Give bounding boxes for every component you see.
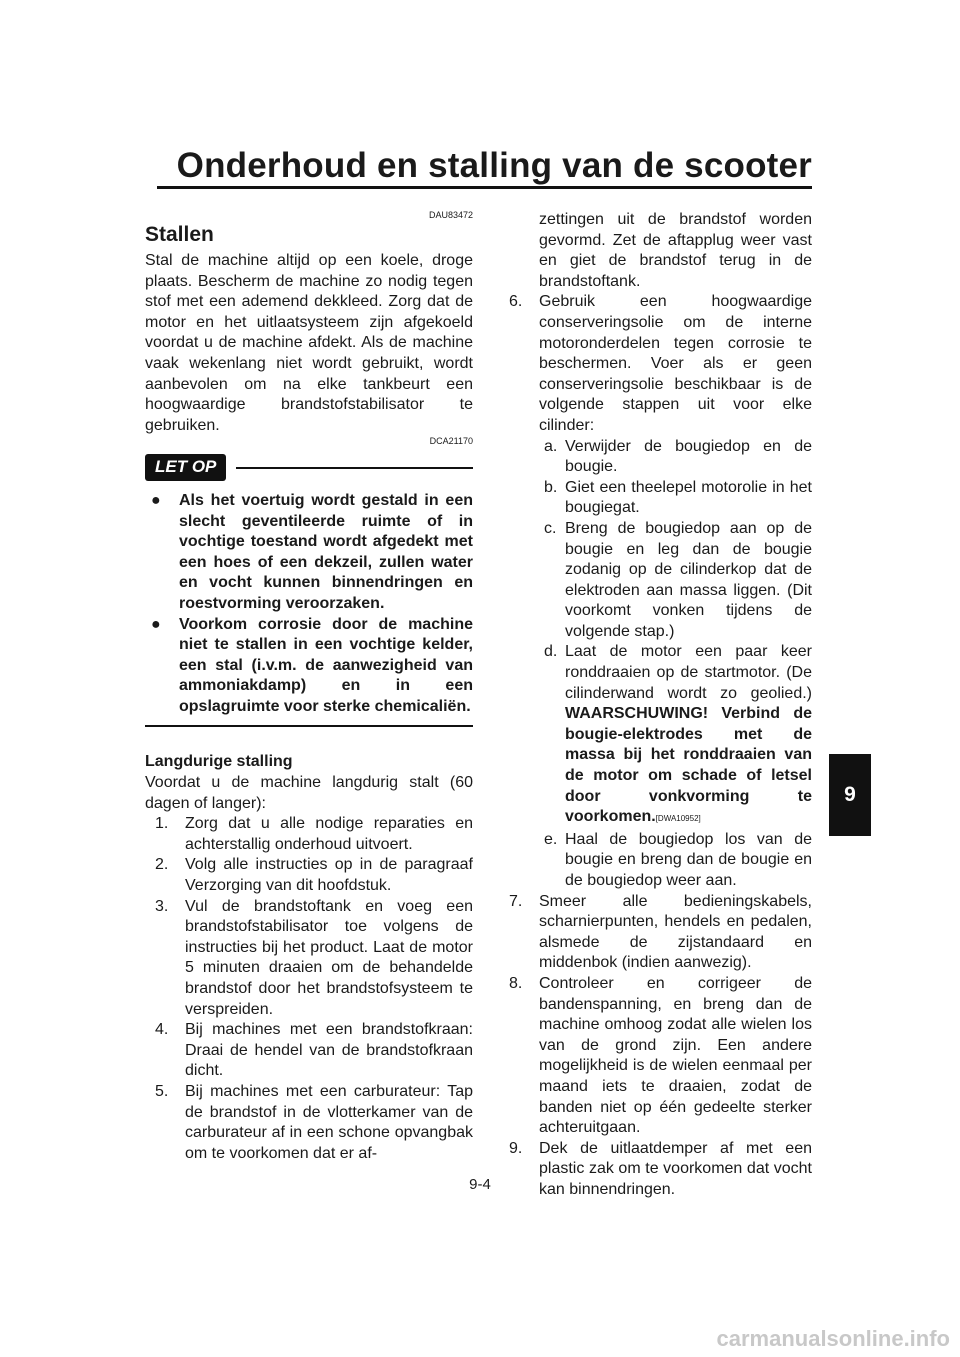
step-number: 7. bbox=[509, 892, 523, 910]
sub-letter: d. bbox=[544, 643, 558, 661]
sub-text: Breng de bougiedop aan op de bougie en leg dan de bougie zodanig op de cilinderkop dat de elektroden aan massa liggen. (Dit voorkomt vonken tijdens de volgende stap.) bbox=[565, 519, 812, 640]
section-title: Stallen bbox=[145, 223, 214, 246]
caution-code: DCA21170 bbox=[429, 436, 473, 447]
caution-rule bbox=[236, 467, 473, 469]
step-text: Bij machines met een carburateur: Tap de brandstof in de vlotterkamer van de carburateur af in een schone opvangbak om te voorkomen dat er af- bbox=[185, 1082, 473, 1162]
page-title: Onderhoud en stalling van de scooter bbox=[176, 146, 812, 185]
warning-text: WAARSCHUWING! Verbind de bougie-elektrodes met de massa bij het ronddraaien van de motor om schade of letsel door vonkvorming te voorkomen. bbox=[565, 705, 812, 826]
subheading-intro: Voordat u de machine langdurig stalt (60 dagen of langer): bbox=[145, 774, 473, 812]
caution-bullet bbox=[151, 615, 473, 718]
list-item bbox=[509, 292, 812, 891]
sub-letter: a. bbox=[544, 437, 558, 455]
step-text: Vul de brandstoftank en voeg een brandstofstabilisator toe volgens de instructies bij het product. Laat de motor 5 minuten draaien om de behandelde brandstof door het brandstofsysteem te verspreiden. bbox=[185, 897, 473, 1018]
caution-bullet bbox=[151, 491, 473, 615]
sub-item bbox=[544, 437, 812, 478]
caution-box bbox=[145, 491, 473, 728]
sub-item bbox=[544, 830, 812, 892]
step-number: 2. bbox=[155, 856, 169, 874]
bullet-text: Voorkom corrosie door de machine niet te stallen in een vochtige kelder, een stal (i.v.m. de aanwezigheid van ammoniakdamp) en in een opslagruimte voor sterke chemicaliën. bbox=[179, 615, 473, 715]
step-number: 4. bbox=[155, 1021, 169, 1039]
warning-code: [DWA10952] bbox=[655, 814, 701, 824]
list-item bbox=[509, 892, 812, 974]
list-item bbox=[509, 974, 812, 1139]
intro-paragraph: Stal de machine altijd op een koele, droge plaats. Bescherm de machine zo nodig tegen stof met een ademend dekkleed. Zorg dat de motor en het uitlaatsysteem zijn afgekoeld voordat u de machine afdekt. Als de machine vaak wekenlang niet wordt gebruikt, wordt aanbevolen om na elke tankbeurt een hoogwaardige brandstofstabilisator te gebruiken. bbox=[145, 252, 473, 434]
step-number: 3. bbox=[155, 897, 169, 915]
left-column bbox=[145, 210, 473, 1164]
sub-letter: b. bbox=[544, 478, 558, 496]
step-text: zettingen uit de brandstof worden gevormd. Zet de aftapplug weer vast en giet de brandstof terug in de brandstoftank. bbox=[539, 211, 812, 290]
sub-text: Laat de motor een paar keer ronddraaien op de startmotor. (De cilinderwand wordt zo geolied.) bbox=[565, 643, 812, 702]
list-item bbox=[155, 855, 473, 896]
steps-list bbox=[145, 814, 473, 1164]
step-text: Bij machines met een brandstofkraan: Draai de hendel van de brandstofkraan dicht. bbox=[185, 1021, 473, 1080]
sub-item bbox=[544, 642, 812, 829]
step-text: Volg alle instructies op in de paragraaf Verzorging van dit hoofdstuk. bbox=[185, 856, 473, 895]
step-number: 5. bbox=[155, 1082, 169, 1100]
right-column bbox=[509, 210, 812, 1201]
bullet-icon: ● bbox=[151, 615, 161, 633]
sub-letter: c. bbox=[544, 519, 557, 537]
bullet-icon: ● bbox=[151, 491, 161, 509]
step-number: 1. bbox=[155, 815, 169, 833]
reference-code: DAU83472 bbox=[428, 210, 473, 220]
sub-text: Haal de bougiedop los van de bougie en breng dan de bougie en de bougiedop weer aan. bbox=[565, 830, 812, 889]
list-item bbox=[155, 1082, 473, 1164]
sub-item bbox=[544, 519, 812, 643]
steps-list bbox=[509, 210, 812, 1201]
sub-text: Giet een theelepel motorolie in het bougiegat. bbox=[565, 478, 812, 517]
step-number: 6. bbox=[509, 293, 523, 311]
step-text: Dek de uitlaatdemper af met een plastic zak om te voorkomen dat vocht kan binnendringen. bbox=[539, 1139, 812, 1198]
step-text: Zorg dat u alle nodige reparaties en achterstallig onderhoud uitvoert. bbox=[185, 815, 473, 853]
list-item bbox=[155, 1020, 473, 1082]
header-rule bbox=[157, 186, 812, 189]
subheading: Langdurige stalling bbox=[145, 753, 293, 771]
step-number: 8. bbox=[509, 974, 523, 992]
list-item-continued bbox=[509, 210, 812, 292]
chapter-tab: 9 bbox=[829, 754, 871, 836]
step-text: Smeer alle bedieningskabels, scharnierpunten, hendels en pedalen, alsmede de zijstandaard en middenbok (indien aanwezig). bbox=[539, 892, 812, 972]
list-item bbox=[155, 814, 473, 855]
sub-item bbox=[544, 478, 812, 519]
step-text: Controleer en corrigeer de bandenspanning, en breng dan de machine omhoog zodat alle wielen los van de grond zijn. Een andere mogelijkheid is de wielen eenmaal per maand iets te draaien, zodat de banden niet op één gedeelte sterker achteruitgaan. bbox=[539, 974, 812, 1137]
watermark: carmanualsonline.info bbox=[716, 1326, 950, 1351]
list-item bbox=[155, 897, 473, 1021]
caution-label: LET OP bbox=[145, 454, 226, 481]
bullet-text: Als het voertuig wordt gestald in een slecht geventileerde ruimte of in vochtige toestand wordt afgedekt met een hoes of een dekzeil, zullen water en vocht kunnen binnendringen en roestvorming veroorzaken. bbox=[179, 491, 473, 612]
sub-text: Verwijder de bougiedop en de bougie. bbox=[565, 437, 812, 476]
step-number: 9. bbox=[509, 1139, 523, 1157]
step-text: Gebruik een hoogwaardige conserveringsolie om de interne motoronderdelen tegen corrosie te beschermen. Voer als er geen conserveringsolie beschikbaar is de volgende stappen uit voor elke cilinder: bbox=[539, 293, 812, 434]
sub-letter: e. bbox=[544, 830, 558, 848]
caution-header bbox=[145, 454, 473, 481]
page-number: 9-4 bbox=[469, 1176, 491, 1193]
